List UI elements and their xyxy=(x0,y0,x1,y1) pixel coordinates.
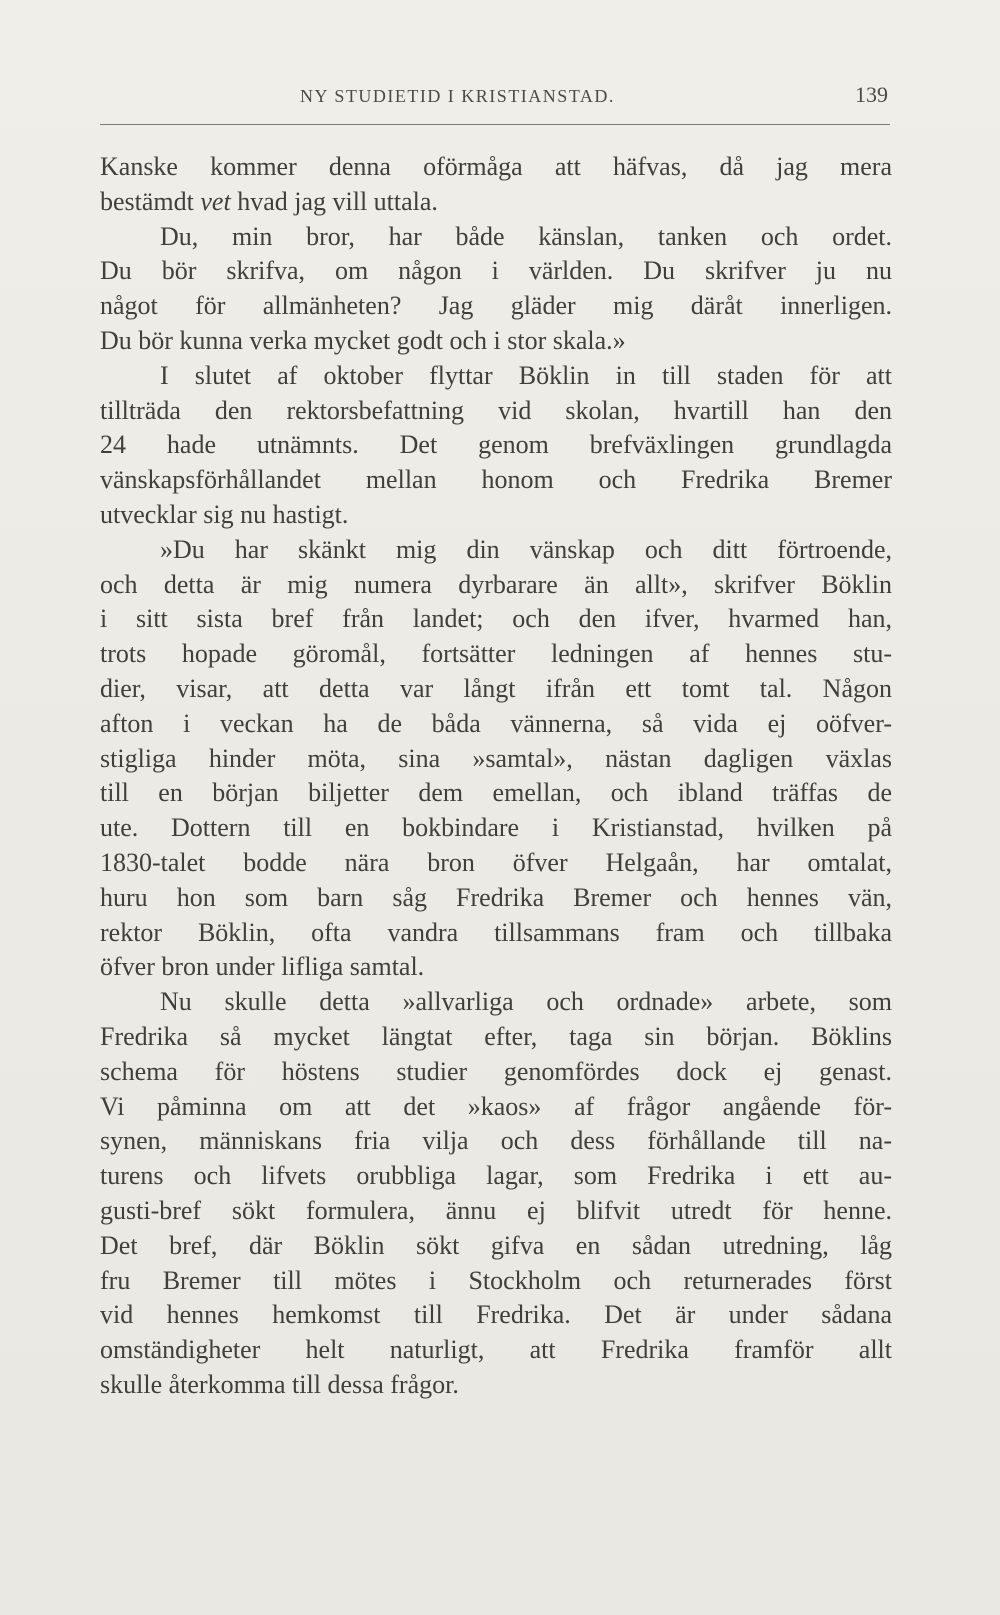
text-line: något för allmänheten? Jag gläder mig däråt innerligen. xyxy=(100,291,892,321)
text-line: tillträda den rektorsbefattning vid skolan, hvartill han den xyxy=(100,395,892,425)
text-line: Nu skulle detta »allvarliga och ordnade» arbete, som xyxy=(160,987,892,1017)
text-line: utvecklar sig nu hastigt. xyxy=(100,499,349,529)
text-line: stigliga hinder möta, sina »samtal», nästan dagligen växlas xyxy=(100,743,892,773)
text-line: vänskapsförhållandet mellan honom och Fredrika Bremer xyxy=(100,465,892,495)
text-line: bestämdt vet hvad jag vill uttala. xyxy=(100,186,438,216)
text-line: afton i veckan ha de båda vännerna, så vida ej oöfver- xyxy=(100,708,892,738)
text-line: schema för höstens studier genomfördes dock ej genast. xyxy=(100,1056,892,1086)
text-line: Kanske kommer denna oförmåga att häfvas, då jag mera xyxy=(100,152,892,181)
text-line: omständigheter helt naturligt, att Fredrika framför allt xyxy=(100,1335,892,1365)
running-head xyxy=(100,82,900,112)
text-line: Det bref, där Böklin sökt gifva en sådan utredning, låg xyxy=(100,1230,892,1260)
text-line: och detta är mig numera dyrbarare än allt», skrifver Böklin xyxy=(100,569,892,599)
text-line: fru Bremer till mötes i Stockholm och returnerades först xyxy=(100,1265,892,1295)
text-line: i sitt sista bref från landet; och den ifver, hvarmed han, xyxy=(100,604,892,634)
text-line: ute. Dottern till en bokbindare i Kristianstad, hvilken på xyxy=(100,813,892,843)
text-line: Fredrika så mycket längtat efter, taga sin början. Böklins xyxy=(100,1021,892,1051)
text-line: vid hennes hemkomst till Fredrika. Det är under sådana xyxy=(100,1300,892,1330)
text-line: huru hon som barn såg Fredrika Bremer och hennes vän, xyxy=(100,882,892,912)
text-line: Du, min bror, har både känslan, tanken och ordet. xyxy=(160,221,892,251)
text-line: turens och lifvets orubbliga lagar, som Fredrika i ett au- xyxy=(100,1161,892,1191)
text-line: rektor Böklin, ofta vandra tillsammans fram och tillbaka xyxy=(100,917,892,947)
text-line: Vi påminna om att det »kaos» af frågor angående för- xyxy=(100,1091,892,1121)
header-rule xyxy=(100,124,890,125)
text-line: synen, människans fria vilja och dess förhållande till na- xyxy=(100,1126,892,1156)
running-title: NY STUDIETID I KRISTIANSTAD. xyxy=(300,86,615,106)
text-line: gusti-bref sökt formulera, ännu ej blifvit utredt för henne. xyxy=(100,1195,892,1225)
text-line: dier, visar, att detta var långt ifrån ett tomt tal. Någon xyxy=(100,673,892,703)
text-line: skulle återkomma till dessa frågor. xyxy=(100,1369,459,1399)
text-line: till en början biljetter dem emellan, och ibland träffas de xyxy=(100,778,892,808)
text-line: Du bör skrifva, om någon i världen. Du skrifver ju nu xyxy=(100,256,892,286)
body-text xyxy=(100,150,892,1403)
text-line: 1830-talet bodde nära bron öfver Helgaån, har omtalat, xyxy=(100,847,892,877)
text-line: trots hopade göromål, fortsätter ledningen af hennes stu- xyxy=(100,639,892,669)
text-line: 24 hade utnämnts. Det genom brefväxlingen grundlagda xyxy=(100,430,892,460)
page-number: 139 xyxy=(855,82,888,107)
text-line: öfver bron under lifliga samtal. xyxy=(100,952,425,982)
text-line: I slutet af oktober flyttar Böklin in till staden för att xyxy=(160,360,892,390)
text-line: »Du har skänkt mig din vänskap och ditt förtroende, xyxy=(160,534,892,564)
text-line: Du bör kunna verka mycket godt och i stor skala.» xyxy=(100,325,626,355)
